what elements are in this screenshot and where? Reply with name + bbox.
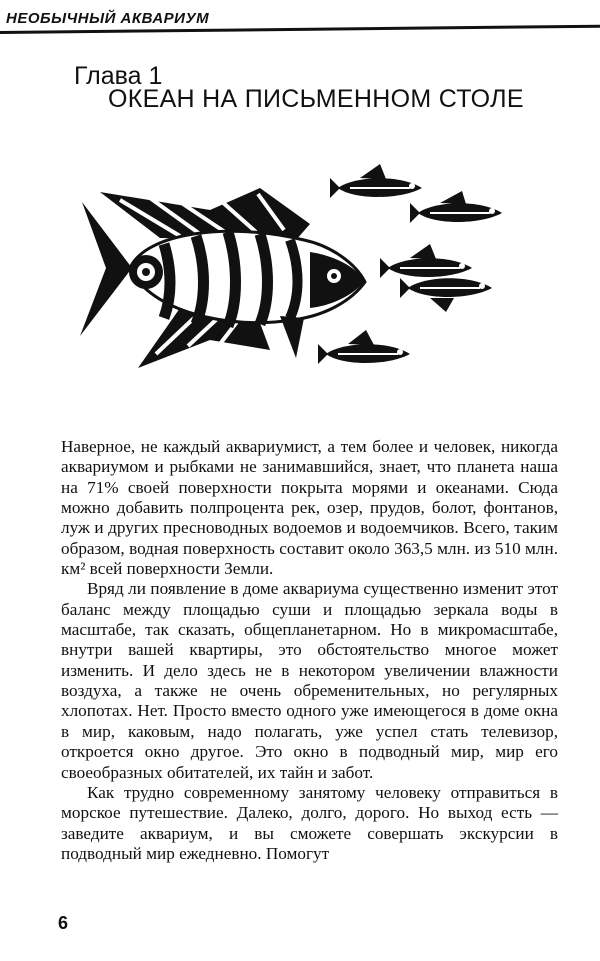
small-fish-5: [318, 330, 410, 364]
small-fish-3: [380, 244, 472, 278]
page-number: 6: [58, 913, 69, 933]
chapter-title: ОКЕАН НА ПИСЬМЕННОМ СТОЛЕ: [108, 85, 524, 113]
paragraph: Как трудно современному занятому человеку отправиться в морское путешествие. Далеко, долго, дорого. Но выход есть — заведите аквариум, и вы сможете совершать экскурсии в подводный мир ежедневно. Помогут: [61, 782, 558, 863]
chapter-label: Глава 1: [74, 62, 163, 90]
small-fish-1: [330, 164, 422, 198]
small-fish-4: [400, 278, 492, 312]
large-cichlid-fish: [80, 188, 365, 368]
fish-illustration: [60, 140, 580, 400]
running-head: НЕОБЫЧНЫЙ АКВАРИУМ: [6, 10, 210, 27]
body-text: [61, 437, 558, 864]
small-fish-2: [410, 191, 502, 223]
paragraph: Наверное, не каждый аквариумист, а тем более и человек, никогда аквариумом и рыбками не занимавшийся, знает, что планета наша на 71% своей поверхности покрыта морями и океанами. Сюда можно добавить полпроцента рек, озер, прудов, болот, фонтанов, луж и других пресноводных водоемов и водоемчиков. Всего, таким образом, водная поверхность составит около 363,5 млн. из 510 млн. км² всей поверхности Земли.: [61, 437, 558, 579]
paragraph: Вряд ли появление в доме аквариума существенно изменит этот баланс между площадью суши и площадью зеркала воды в масштабе, так сказать, общепланетарном. Но в микромасштабе, внутри вашей квартиры, это обстоятельство многое может изменить. И дело здесь не в некотором увеличении влажности воздуха, а также не очень обременительных, но регулярных хлопотах. Нет. Просто вместо одного уже имеющегося в доме окна в мир, каковым, надо полагать, уже успел стать телевизор, откроется окно другое. Это окно в подводный мир, мир его своеобразных обитателей, их тайн и забот.: [61, 579, 558, 782]
